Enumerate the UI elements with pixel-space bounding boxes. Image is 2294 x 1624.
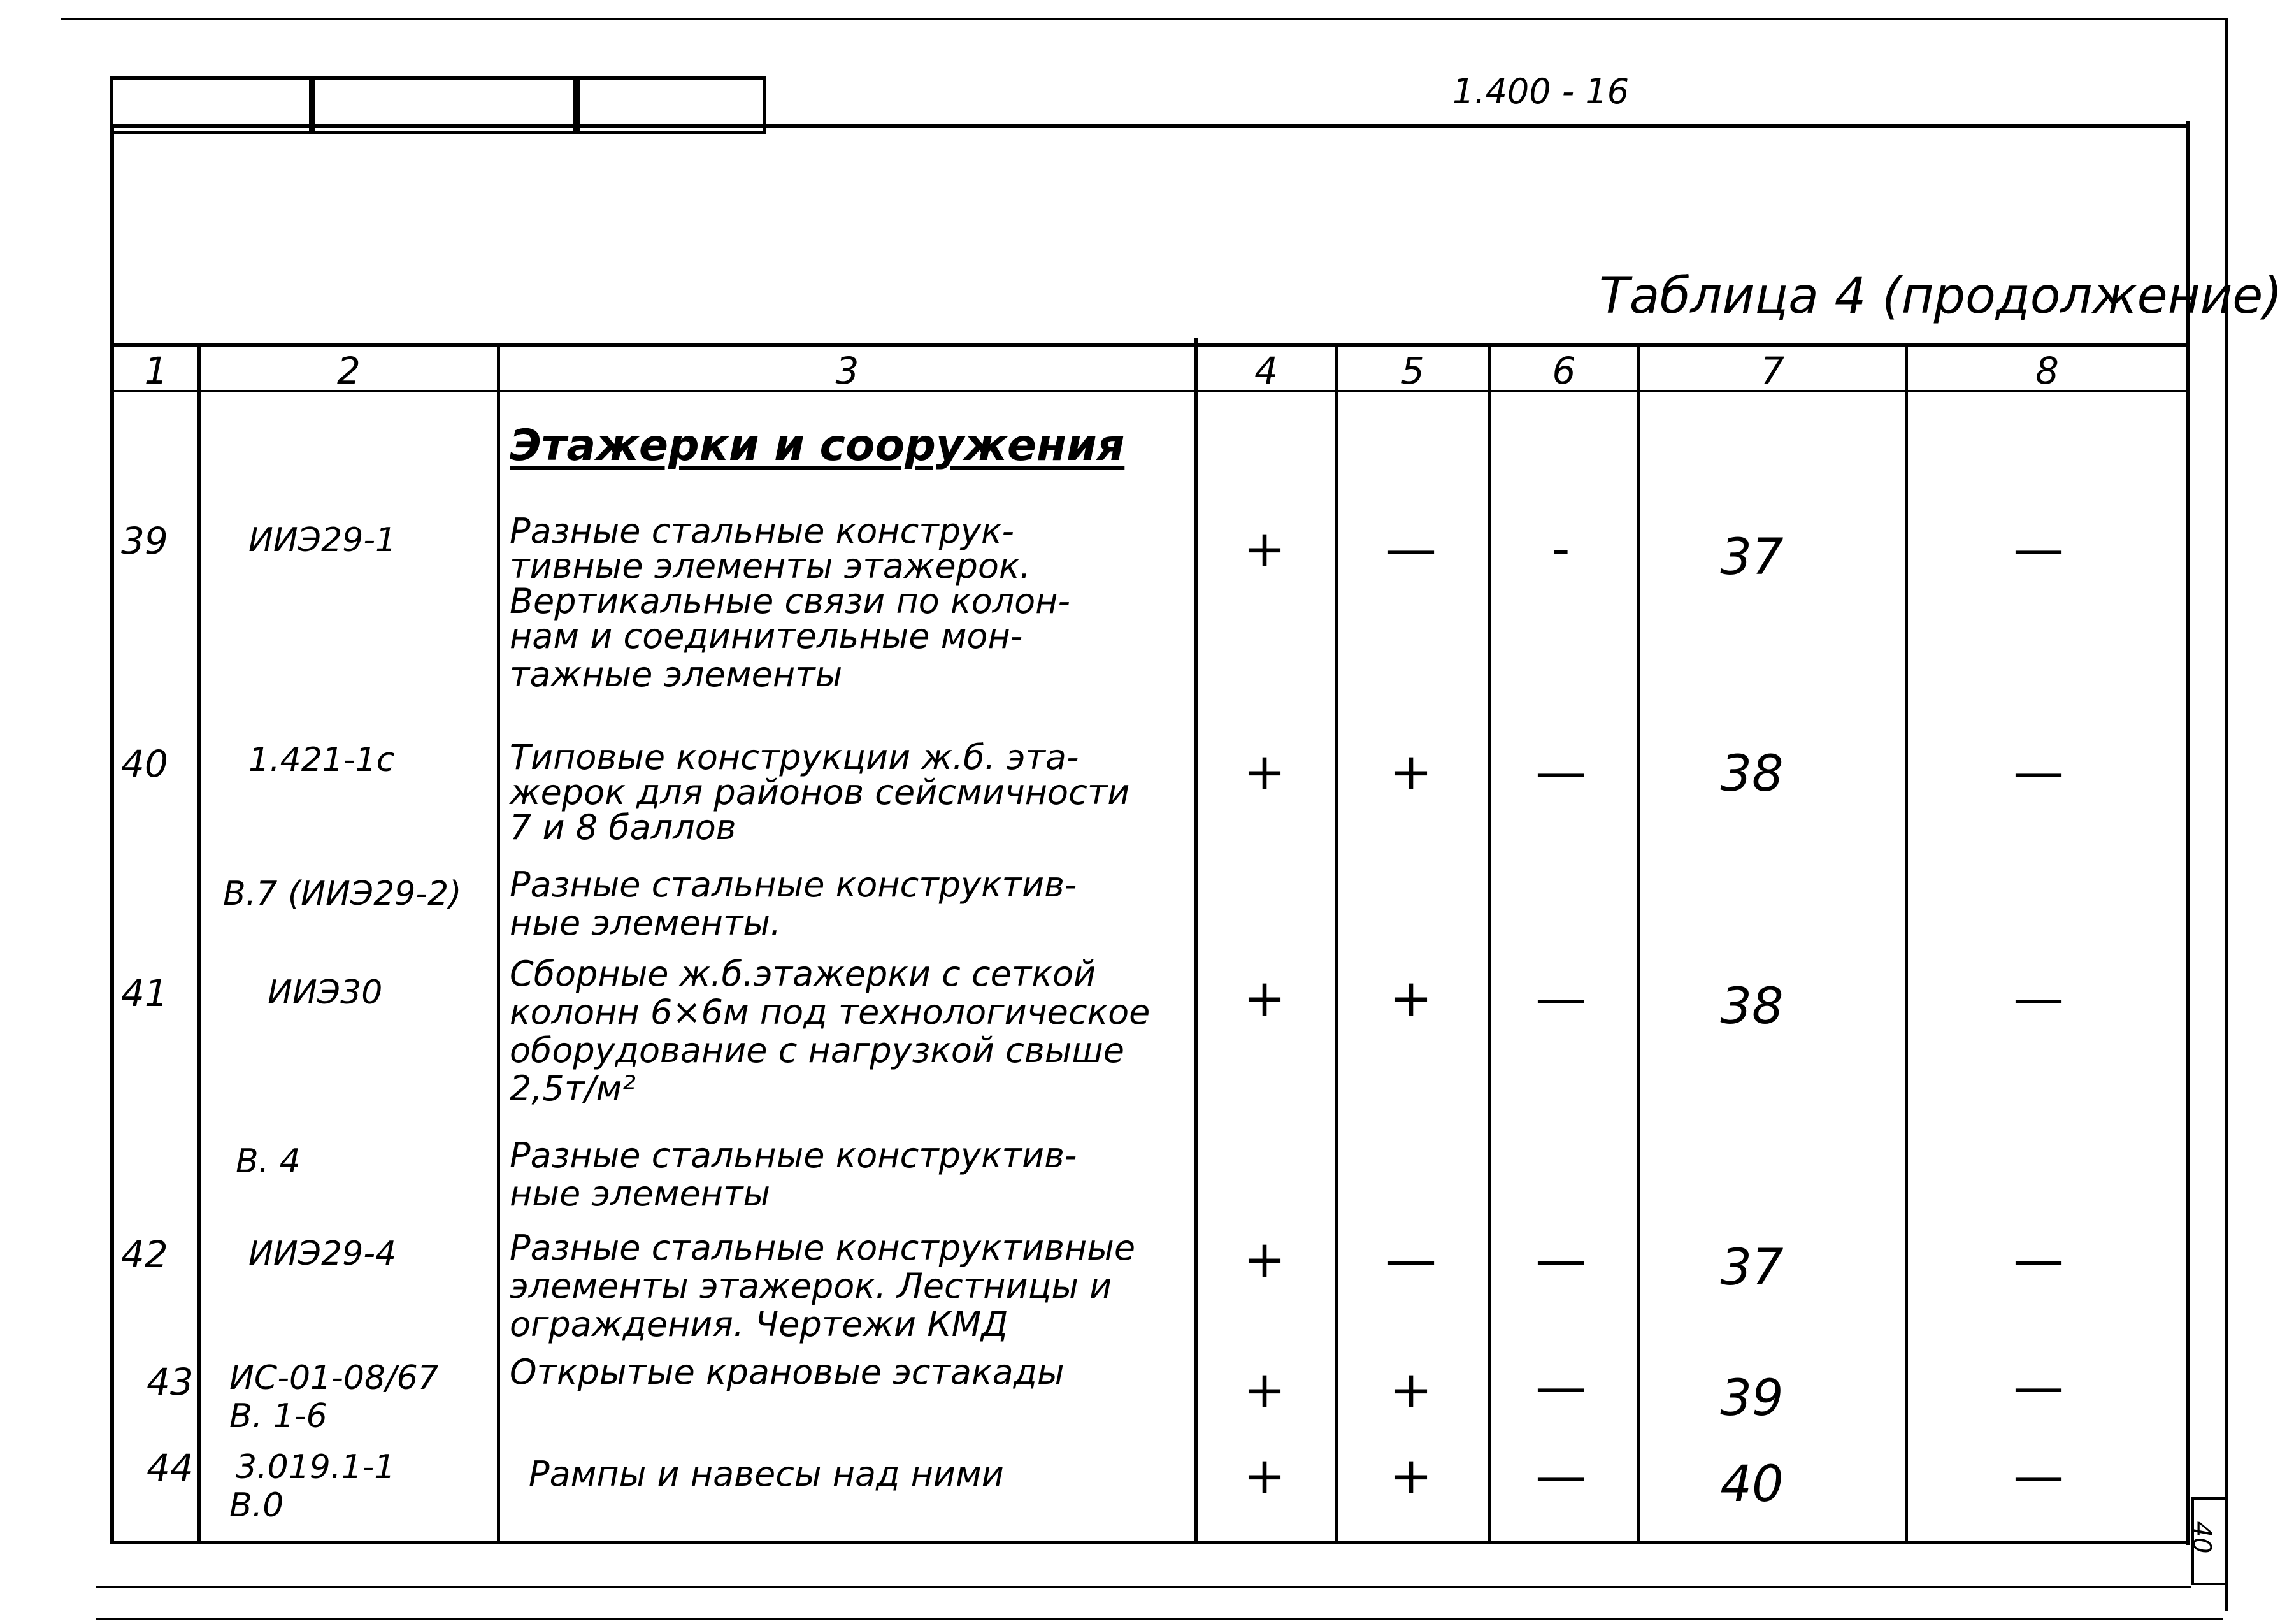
cell-col7: 37 <box>1720 1239 1784 1297</box>
cell-col8: — <box>2013 1357 2064 1416</box>
top-border-line <box>61 18 2226 20</box>
row-code-secondary: В.0 <box>229 1486 284 1525</box>
row-code: 3.019.1-1 <box>236 1448 396 1486</box>
cell-col8: — <box>2013 1446 2064 1505</box>
row-desc-line: Разные стальные конструктивные <box>510 1228 1136 1268</box>
column-header-8: 8 <box>2035 349 2059 392</box>
row-code: ИИЭ29-4 <box>248 1235 397 1273</box>
cell-col4: + <box>1243 1360 1286 1419</box>
frame-top-line <box>110 124 2190 128</box>
column-divider <box>197 343 201 1544</box>
cell-col4: + <box>1243 1446 1286 1505</box>
right-outer-border <box>2225 18 2228 1611</box>
header-top-line <box>110 343 2190 347</box>
row-desc-line: Типовые конструкции ж.б. эта- <box>510 737 1079 777</box>
cell-col6: - <box>1551 519 1570 578</box>
cell-col6: — <box>1535 1446 1586 1505</box>
row-code-secondary: В. 1-6 <box>229 1397 327 1435</box>
document-number: 1.400 - 16 <box>1452 71 1630 111</box>
section-title: Этажерки и сооружения <box>510 420 1125 471</box>
row-code: В.7 (ИИЭ29-2) <box>223 875 462 913</box>
frame-left-line <box>110 124 114 1542</box>
cell-col5: + <box>1389 968 1433 1028</box>
row-desc-line: жерок для районов сейсмичности <box>510 772 1130 812</box>
row-code: ИС-01-08/67 <box>229 1359 439 1397</box>
row-number: 42 <box>121 1233 168 1276</box>
row-number: 44 <box>147 1446 194 1490</box>
frame-right-line <box>2186 121 2190 1545</box>
cell-col4: + <box>1243 742 1286 801</box>
cell-col4: + <box>1243 968 1286 1028</box>
column-header-2: 2 <box>337 349 361 392</box>
page-number: 40 <box>2186 1521 2216 1554</box>
column-divider <box>1335 343 1338 1544</box>
cell-col8: — <box>2013 742 2064 801</box>
column-header-6: 6 <box>1552 349 1576 392</box>
row-desc-line: тивные элементы этажерок. <box>510 546 1031 586</box>
cell-col5: + <box>1389 1360 1433 1419</box>
cell-col5: + <box>1389 742 1433 801</box>
row-desc-line: Открытые крановые эстакады <box>510 1352 1065 1392</box>
column-header-5: 5 <box>1401 349 1424 392</box>
column-divider <box>1905 343 1908 1544</box>
page-bottom-line-2 <box>96 1618 2223 1620</box>
row-number: 40 <box>121 742 168 786</box>
cell-col6: — <box>1535 1357 1586 1416</box>
row-desc-line: Вертикальные связи по колон- <box>510 581 1070 621</box>
column-header-7: 7 <box>1761 349 1784 392</box>
column-divider <box>1637 343 1640 1544</box>
cell-col7: 37 <box>1720 529 1784 586</box>
row-desc-line: 7 и 8 баллов <box>510 807 736 847</box>
row-desc-line: оборудование с нагрузкой свыше <box>510 1030 1124 1070</box>
cell-col4: + <box>1243 519 1286 578</box>
column-divider <box>1488 343 1491 1544</box>
cell-col5: + <box>1389 1446 1433 1505</box>
row-desc-line: тажные элементы <box>510 654 843 694</box>
row-desc-line: нам и соединительные мон- <box>510 616 1023 656</box>
row-desc-line: ные элементы. <box>510 903 782 943</box>
cell-col7: 39 <box>1720 1370 1784 1427</box>
row-desc-line: Разные стальные конструк- <box>510 511 1015 551</box>
cell-col4: + <box>1243 1230 1286 1289</box>
row-desc-line: Разные стальные конструктив- <box>510 1135 1077 1175</box>
cell-col6: — <box>1535 968 1586 1028</box>
cell-col6: — <box>1535 742 1586 801</box>
cell-col7: 38 <box>1720 978 1784 1035</box>
column-divider <box>497 343 500 1544</box>
row-number: 41 <box>121 972 168 1015</box>
column-divider <box>1194 338 1198 1544</box>
column-header-4: 4 <box>1254 349 1278 392</box>
row-desc-line: Сборные ж.б.этажерки с сеткой <box>510 954 1096 994</box>
cell-col8: — <box>2013 1230 2064 1289</box>
cell-col8: — <box>2013 519 2064 578</box>
row-code: ИИЭ30 <box>268 974 383 1012</box>
page-bottom-line-1 <box>96 1586 2191 1588</box>
cell-col7: 40 <box>1720 1456 1784 1513</box>
row-desc-line: Разные стальные конструктив- <box>510 865 1077 905</box>
row-code: 1.421-1с <box>248 741 395 779</box>
cell-col5: — <box>1386 519 1437 578</box>
row-number: 39 <box>121 519 168 563</box>
row-desc-line: колонн 6×6м под технологическое <box>510 992 1151 1032</box>
cell-col8: — <box>2013 968 2064 1028</box>
table-bottom-line <box>110 1541 2190 1544</box>
row-code: ИИЭ29-1 <box>248 521 397 559</box>
column-header-3: 3 <box>835 349 859 392</box>
row-number: 43 <box>147 1360 194 1404</box>
row-code: В. 4 <box>236 1142 301 1181</box>
cell-col7: 38 <box>1720 745 1784 803</box>
cell-col6: — <box>1535 1230 1586 1289</box>
row-desc-line: ные элементы <box>510 1174 771 1214</box>
row-desc-line: элементы этажерок. Лестницы и <box>510 1266 1112 1306</box>
row-desc-line: Рампы и навесы над ними <box>529 1454 1004 1494</box>
row-desc-line: ограждения. Чертежи КМД <box>510 1304 1008 1344</box>
table-caption: Таблица 4 (продолжение) <box>1599 268 2283 325</box>
row-desc-line: 2,5т/м² <box>510 1068 636 1109</box>
cell-col5: — <box>1386 1230 1437 1289</box>
column-header-1: 1 <box>144 349 168 392</box>
